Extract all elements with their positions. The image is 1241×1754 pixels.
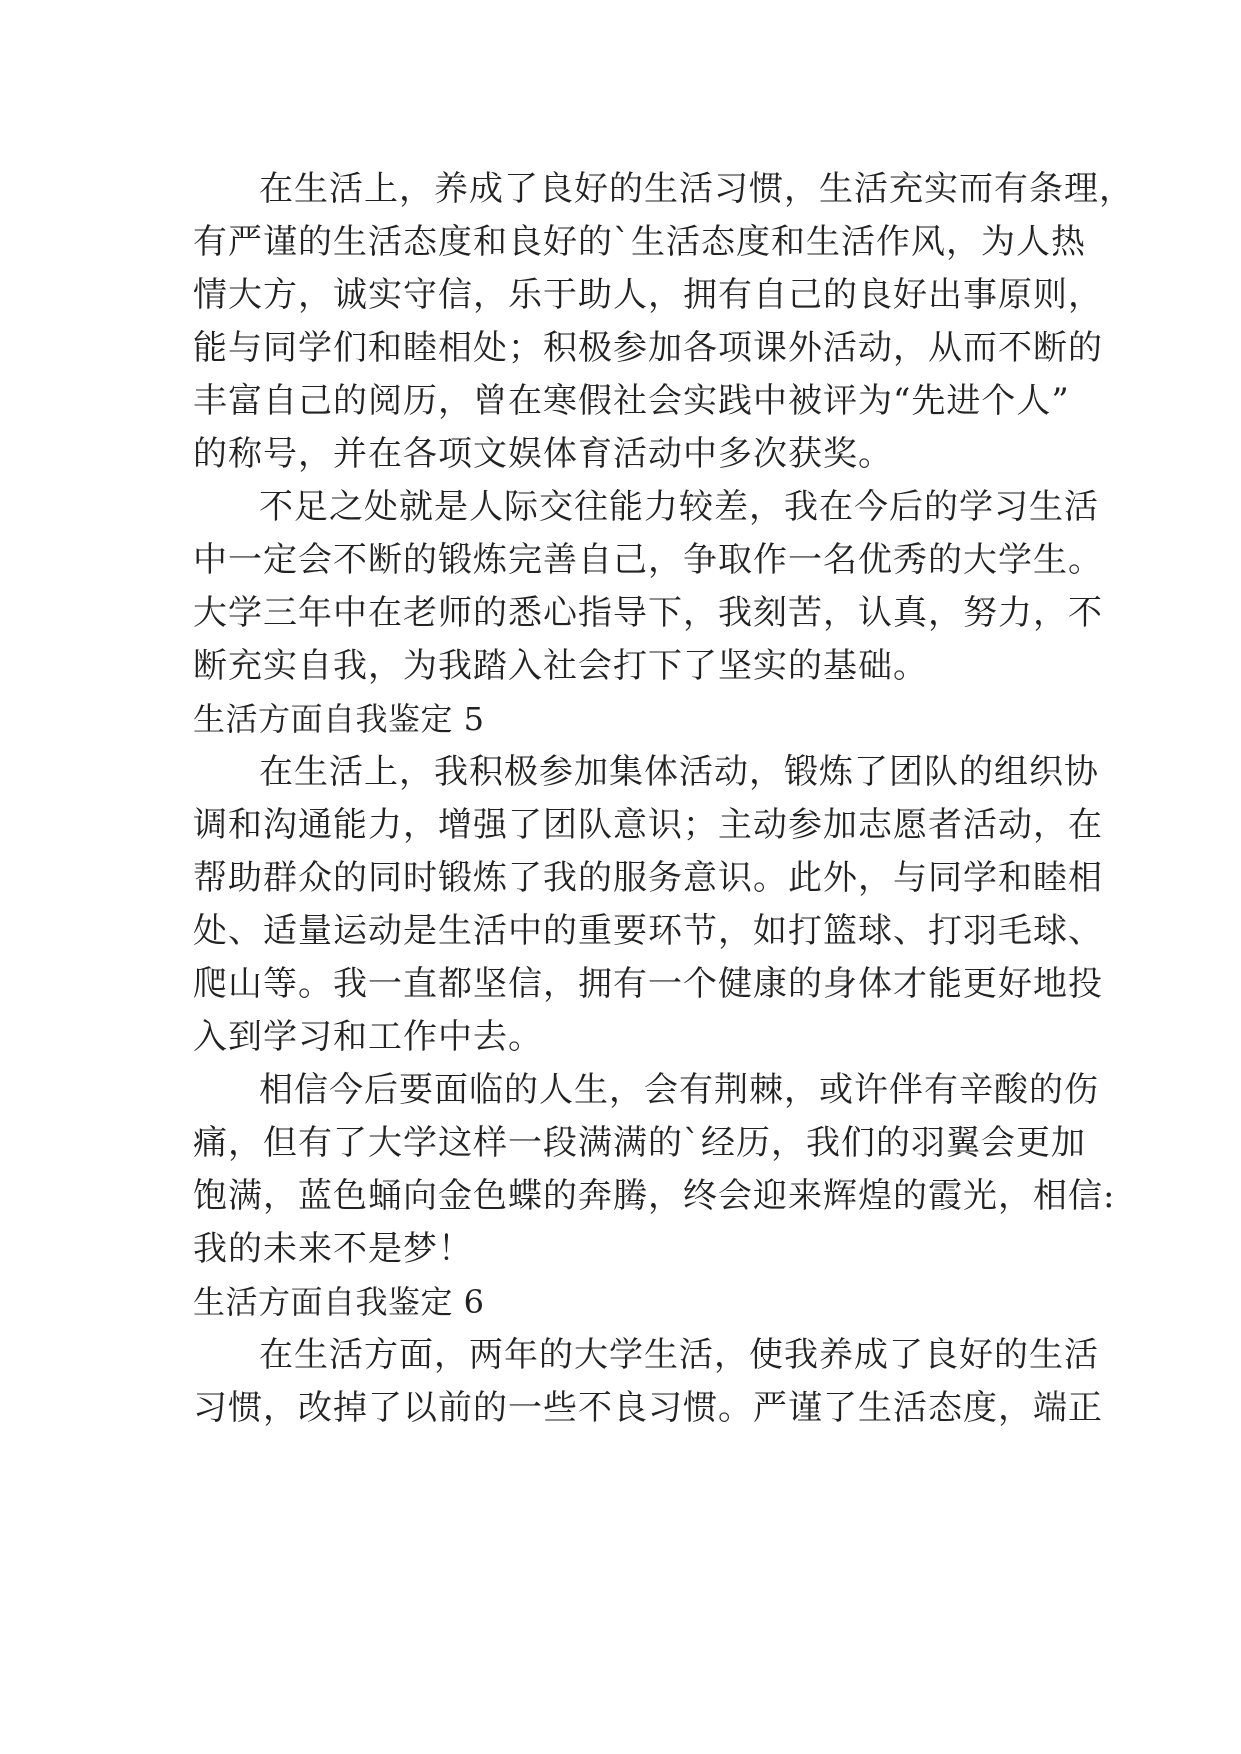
text-line: 处、适量运动是生活中的重要环节，如打篮球、打羽毛球、 [193, 911, 1103, 951]
text-line: 入到学习和工作中去。 [193, 1017, 543, 1057]
text-line: 能与同学们和睦相处；积极参加各项课外活动，从而不断的 [193, 328, 1103, 368]
text-line: 丰富自己的阅历，曾在寒假社会实践中被评为“先进个人” [193, 381, 1070, 421]
text-line: 相信今后要面临的人生，会有荆棘，或许伴有辛酸的伤 [259, 1070, 1099, 1110]
text-line: 习惯，改掉了以前的一些不良习惯。严谨了生活态度，端正 [193, 1388, 1103, 1428]
text-line: 大学三年中在老师的悉心指导下，我刻苦，认真，努力，不 [193, 593, 1103, 633]
text-line: 痛，但有了大学这样一段满满的`经历，我们的羽翼会更加 [193, 1123, 1086, 1163]
document-body [193, 163, 1134, 1435]
text-line: 的称号，并在各项文娱体育活动中多次获奖。 [193, 434, 893, 474]
text-line: 我的未来不是梦！ [193, 1229, 473, 1269]
text-line: 在生活方面，两年的大学生活，使我养成了良好的生活 [259, 1335, 1099, 1375]
text-line: 断充实自我，为我踏入社会打下了坚实的基础。 [193, 646, 928, 686]
text-line: 在生活上，我积极参加集体活动，锻炼了团队的组织协 [259, 752, 1099, 792]
text-line: 情大方，诚实守信，乐于助人，拥有自己的良好出事原则， [193, 275, 1103, 315]
text-line: 中一定会不断的锻炼完善自己，争取作一名优秀的大学生。 [193, 540, 1103, 580]
text-line: 调和沟通能力，增强了团队意识；主动参加志愿者活动，在 [193, 805, 1103, 845]
text-line: 爬山等。我一直都坚信，拥有一个健康的身体才能更好地投 [193, 964, 1103, 1004]
section-heading: 生活方面自我鉴定 5 [193, 700, 485, 738]
text-line: 在生活上，养成了良好的生活习惯，生活充实而有条理， [259, 169, 1134, 209]
text-line: 不足之处就是人际交往能力较差，我在今后的学习生活 [259, 487, 1099, 527]
text-line: 饱满，蓝色蛹向金色蝶的奔腾，终会迎来辉煌的霞光，相信: [193, 1176, 1116, 1216]
text-line: 帮助群众的同时锻炼了我的服务意识。此外，与同学和睦相 [193, 858, 1103, 898]
section-heading: 生活方面自我鉴定 6 [193, 1283, 485, 1321]
text-line: 有严谨的生活态度和良好的`生活态度和生活作风，为人热 [193, 222, 1086, 262]
